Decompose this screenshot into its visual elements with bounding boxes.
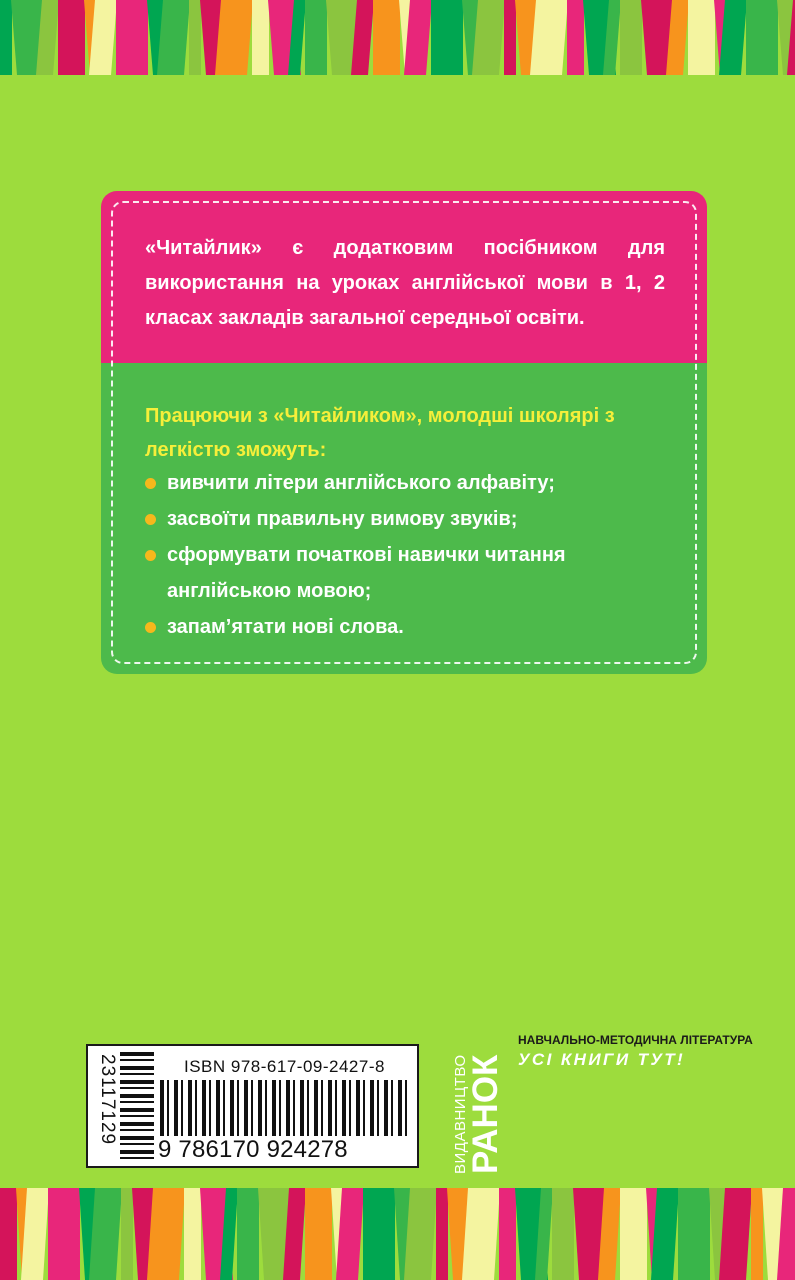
ean-barcode-bars: [160, 1080, 410, 1136]
bullet-dot-icon: [145, 550, 156, 561]
list-item-text: вивчити літери англійського алфавіту;: [167, 472, 555, 494]
publisher-label-small: ВИДАВНИЦТВО: [452, 1054, 469, 1174]
list-item-text: запам’ятати нові слова.: [167, 616, 404, 638]
list-item: [145, 609, 675, 645]
list-item-text: сформувати початкові навички читання: [167, 544, 566, 566]
genre-label: НАВЧАЛЬНО-МЕТОДИЧНА ЛІТЕРАТУРА: [518, 1033, 753, 1047]
bullet-dot-icon: [145, 622, 156, 633]
benefits-list: [145, 465, 675, 645]
bullet-dot-icon: [145, 514, 156, 525]
benefits-lead: Працюючи з «Читайликом», молодші школярі з легкістю зможуть:: [145, 405, 615, 461]
isbn-barcode: [86, 1044, 419, 1168]
publisher-slogan: УСІ КНИГИ ТУТ!: [518, 1050, 686, 1069]
decorative-stripes-bottom: [0, 1188, 795, 1280]
intro-paragraph: «Читайлик» є додатковим посібником для використання на уроках англійської мови в 1, 2 класах закладів загальної середньої освіти.: [145, 237, 665, 329]
isbn-number: ISBN 978-617-09-2427-8: [184, 1057, 385, 1076]
list-item-continuation: англійською мовою;: [167, 580, 372, 602]
publisher-logo: [452, 1038, 505, 1174]
description-panel: [101, 191, 707, 674]
ean-digits: 9 786170 924278: [158, 1136, 348, 1163]
publisher-name: РАНОК: [466, 1054, 505, 1174]
list-item-text: засвоїти правильну вимову звуків;: [167, 508, 518, 530]
list-item: [145, 465, 675, 501]
side-code: 23117129: [97, 1054, 118, 1146]
decorative-stripes-top: [0, 0, 795, 75]
list-item: [145, 537, 675, 609]
bullet-dot-icon: [145, 478, 156, 489]
side-barcode-bars: [120, 1052, 154, 1164]
list-item: [145, 501, 675, 537]
